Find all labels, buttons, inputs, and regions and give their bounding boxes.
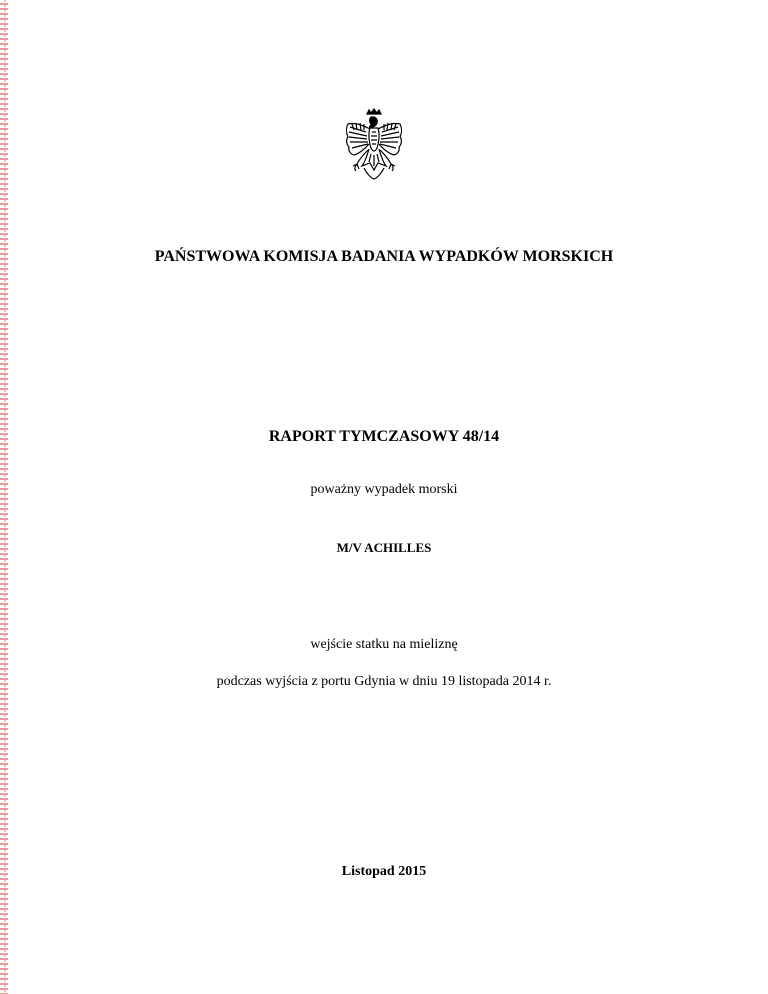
incident-type: poważny wypadek morski (310, 482, 458, 497)
polish-eagle-emblem-icon (340, 108, 408, 180)
commission-name: PAŃSTWOWA KOMISJA BADANIA WYPADKÓW MORSKICH (154, 248, 614, 265)
event-circumstances: podczas wyjścia z portu Gdynia w dniu 19 listopada 2014 r. (216, 674, 552, 689)
event-description: wejście statku na mieliznę (310, 637, 458, 652)
report-title: RAPORT TYMCZASOWY 48/14 (268, 428, 500, 445)
report-date: Listopad 2015 (341, 864, 427, 879)
vessel-name: M/V ACHILLES (336, 540, 432, 555)
